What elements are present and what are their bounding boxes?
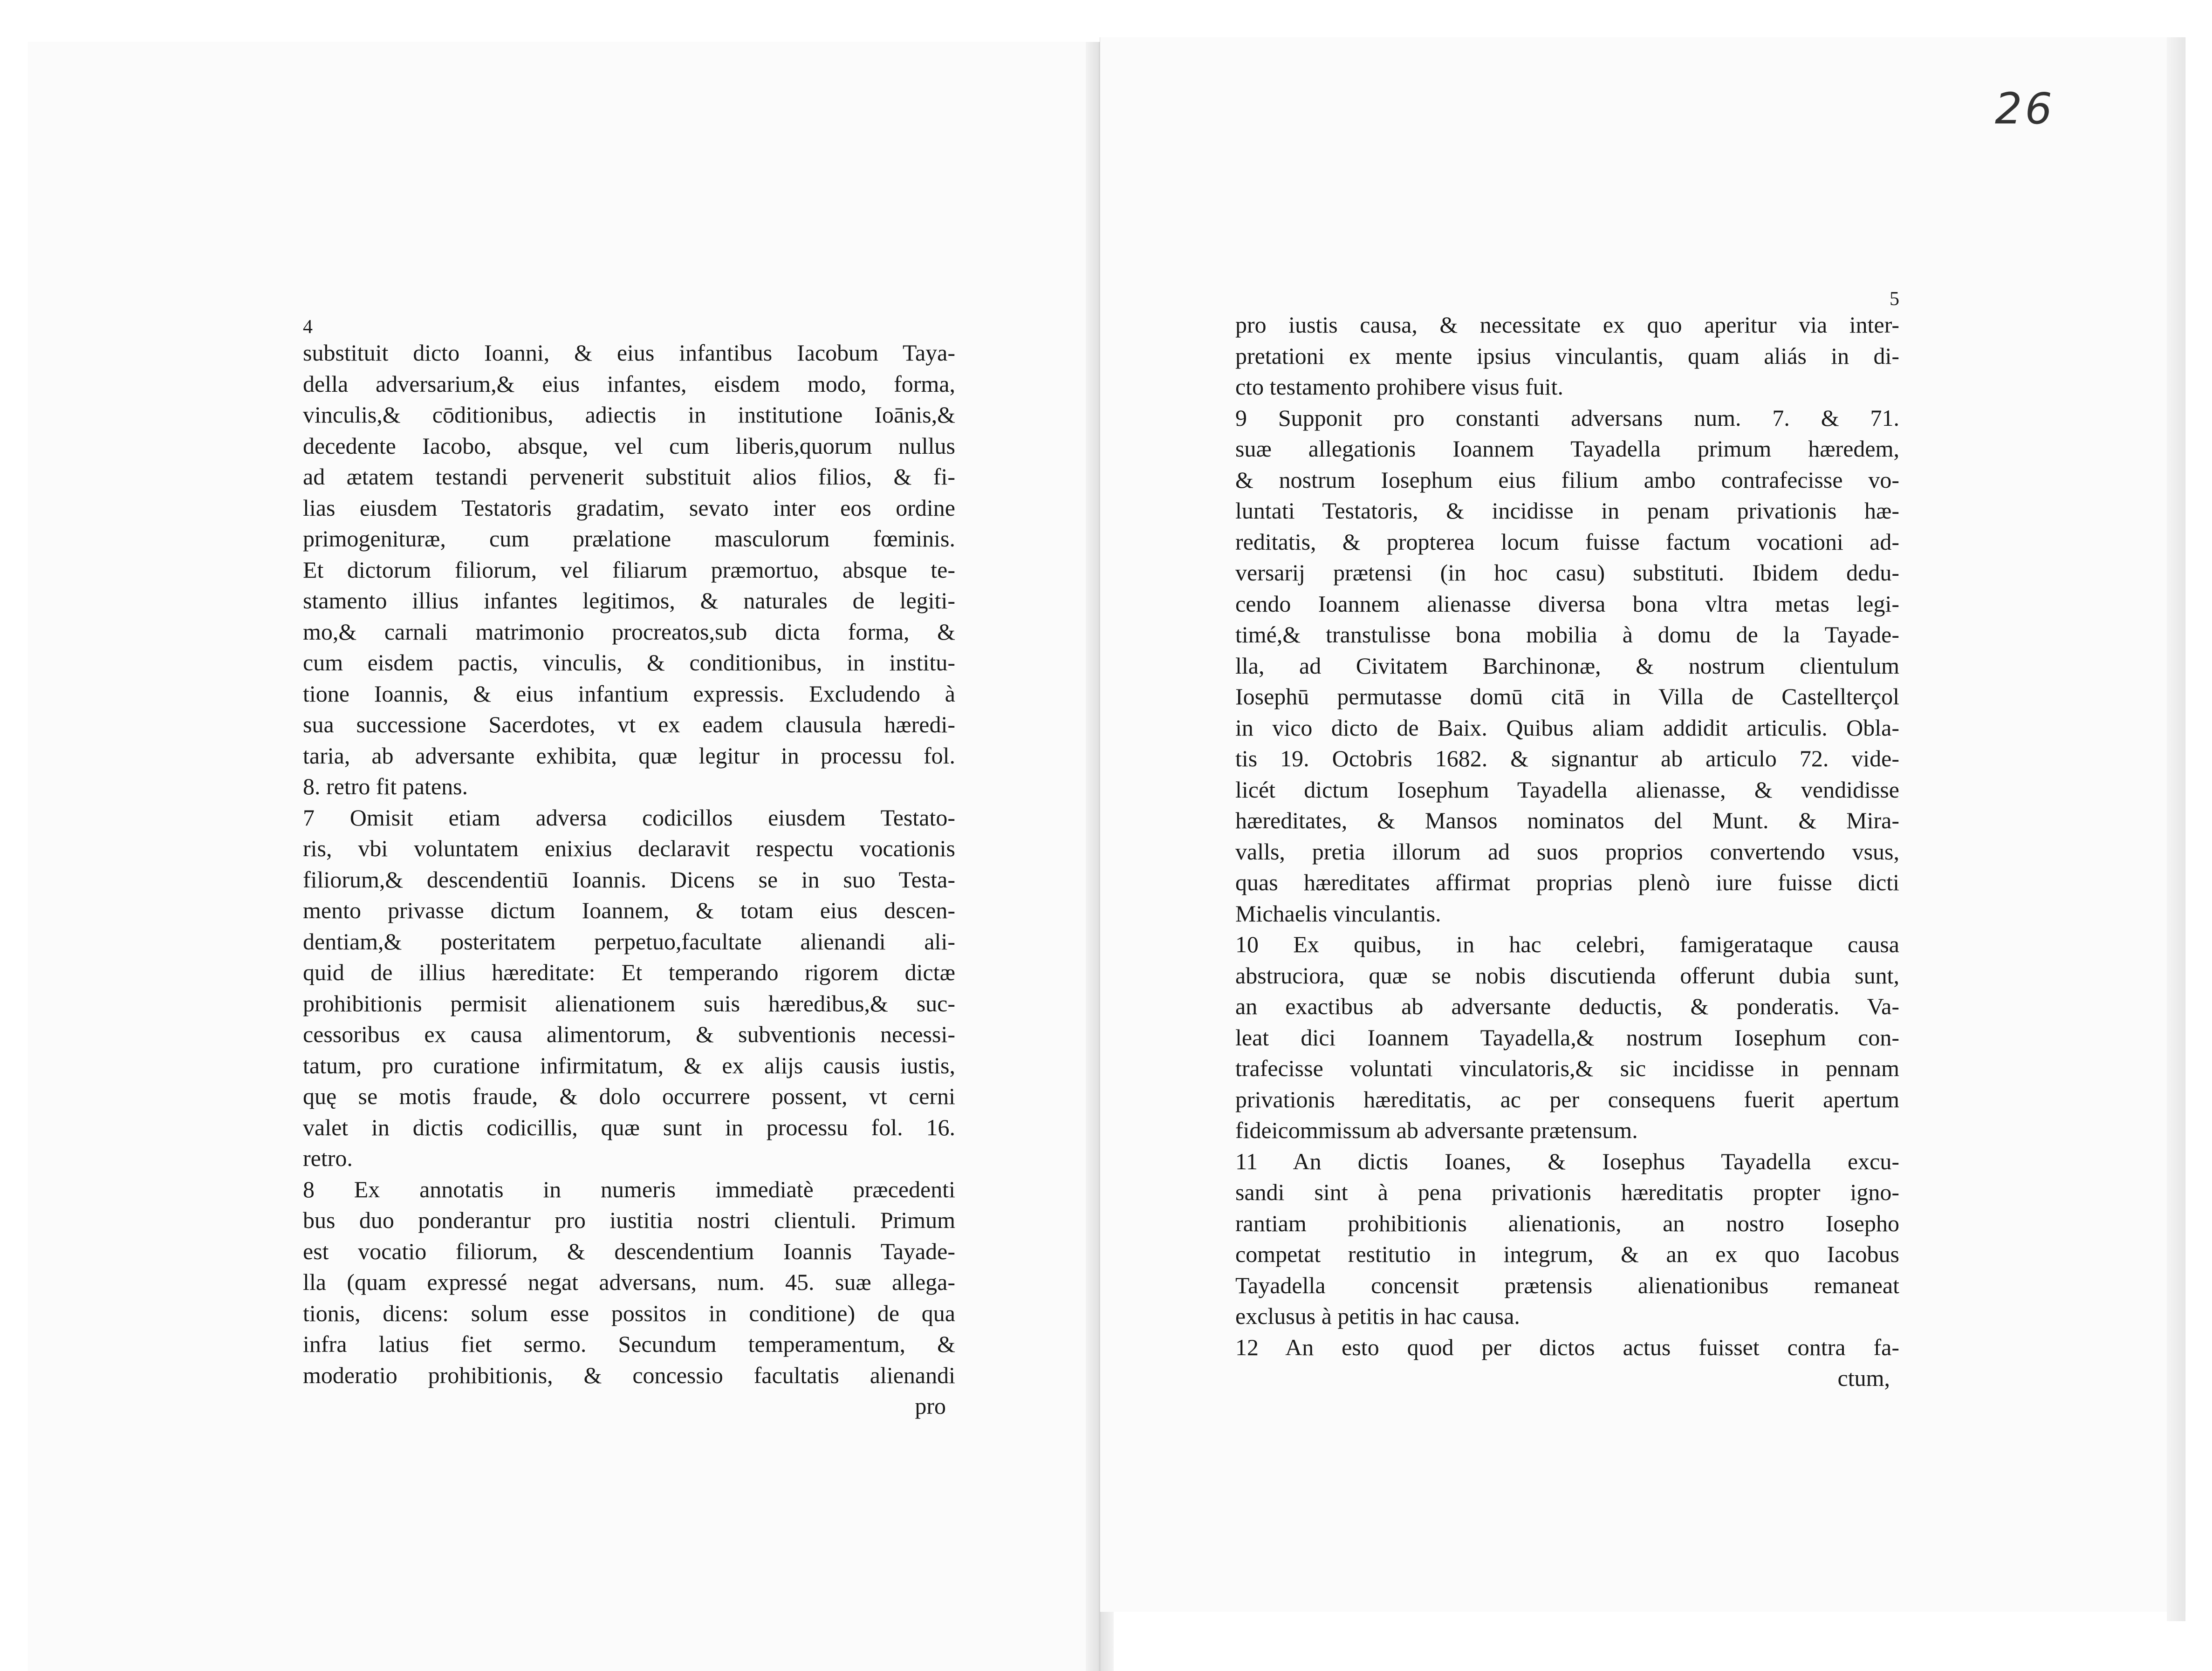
left-page-number: 4 — [303, 316, 313, 338]
right-text-line: hæreditates, & Mansos nominatos del Munt. & Mira- — [1235, 807, 1899, 833]
left-text-line: prohibitionis permisit alienationem suis hæredibus,& suc- — [303, 990, 955, 1016]
left-text-line: primogenituræ, cum prælatione masculorum fœminis. — [303, 525, 955, 552]
left-text-line: stamento illius infantes legitimos, & naturales de legiti- — [303, 587, 955, 614]
left-text-line: infra latius fiet sermo. Secundum temperamentum, & — [303, 1331, 955, 1357]
left-text-line: quid de illius hæreditate: Et temperando rigorem dictæ — [303, 959, 955, 985]
left-text-block — [303, 317, 955, 1421]
left-text-line: quę se motis fraude, & dolo occurrere possent, vt cerni — [303, 1083, 955, 1109]
left-text-line: ris, vbi voluntatem enixius declaravit respectu vocationis — [303, 835, 955, 861]
left-lines — [303, 337, 955, 1391]
right-text-line: licét dictum Iosephum Tayadella alienasse, & vendidisse — [1235, 776, 1899, 803]
left-text-line: bus duo ponderantur pro iustitia nostri clientuli. Primum — [303, 1207, 955, 1233]
right-text-line: exclusus à petitis in hac causa. — [1235, 1303, 1520, 1329]
left-text-line: tione Ioannis, & eius infantium expressis. Excludendo à — [303, 680, 955, 707]
right-text-line: Tayadella concensit prætensis alienationibus remaneat — [1235, 1272, 1899, 1298]
right-text-line: valls, pretia illorum ad suos proprios convertendo vsus, — [1235, 838, 1899, 865]
left-text-line: retro. — [303, 1145, 353, 1171]
folio-number: 26 — [1995, 84, 2055, 134]
left-text-line: 8 Ex annotatis in numeris immediatè præcedenti — [303, 1176, 955, 1202]
right-text-line: leat dici Ioannem Tayadella,& nostrum Iosephum con- — [1235, 1024, 1899, 1050]
left-text-line: tatum, pro curatione infirmitatum, & ex alijs causis iustis, — [303, 1052, 955, 1078]
right-text-line: privationis hæreditatis, ac per consequens fuerit apertum — [1235, 1086, 1899, 1112]
right-text-line: competat restitutio in integrum, & an ex quo Iacobus — [1235, 1241, 1899, 1267]
right-text-line: 10 Ex quibus, in hac celebri, famigerataque causa — [1235, 931, 1899, 957]
right-text-line: 11 An dictis Ioanes, & Iosephus Tayadella excu- — [1235, 1148, 1899, 1174]
left-text-line: substituit dicto Ioanni, & eius infantibus Iacobum Taya- — [303, 340, 955, 366]
right-text-line: reditatis, & propterea locum fuisse factum vocationi ad- — [1235, 528, 1899, 555]
left-text-line: 7 Omisit etiam adversa codicillos eiusdem Testato- — [303, 804, 955, 831]
right-text-line: pro iustis causa, & necessitate ex quo aperitur via inter- — [1235, 312, 1899, 338]
right-text-line: sandi sint à pena privationis hæreditatis propter igno- — [1235, 1179, 1899, 1205]
right-text-line: Michaelis vinculantis. — [1235, 900, 1441, 927]
left-text-line: cum eisdem pactis, vinculis, & conditionibus, in institu- — [303, 649, 955, 675]
right-text-line: suæ allegationis Ioannem Tayadella primum hæredem, — [1235, 436, 1899, 462]
right-text-line: cto testamento prohibere visus fuit. — [1235, 374, 1564, 400]
left-text-line: lias eiusdem Testatoris gradatim, sevato inter eos ordine — [303, 494, 955, 521]
left-text-line: cessoribus ex causa alimentorum, & subventionis necessi- — [303, 1021, 955, 1047]
right-text-block — [1235, 289, 1899, 1393]
left-page — [28, 42, 1100, 1671]
right-text-line: 12 An esto quod per dictos actus fuisset contra fa- — [1235, 1334, 1899, 1360]
left-text-line: taria, ab adversante exhibita, quæ legitur in processu fol. — [303, 742, 955, 769]
left-text-line: mo,& carnali matrimonio procreatos,sub dicta forma, & — [303, 618, 955, 645]
left-text-line: lla (quam expressé negat adversans, num. 45. suæ allega- — [303, 1269, 955, 1295]
right-lines — [1235, 309, 1899, 1363]
left-text-line: ad ætatem testandi pervenerit substituit alios filios, & fi- — [303, 464, 955, 490]
right-page — [1100, 37, 2186, 1612]
right-text-line: versarij prætensi (in hoc casu) substituti. Ibidem dedu- — [1235, 559, 1899, 586]
left-text-line: 8. retro fit patens. — [303, 773, 468, 799]
left-catchword: pro — [915, 1393, 946, 1419]
right-text-line: fideicommissum ab adversante prætensum. — [1235, 1117, 1638, 1143]
right-text-line: timé,& transtulisse bona mobilia à domu de la Tayade- — [1235, 621, 1899, 648]
left-text-line: valet in dictis codicillis, quæ sunt in processu fol. 16. — [303, 1114, 955, 1140]
right-text-line: trafecisse voluntati vinculatoris,& sic incidisse in pennam — [1235, 1055, 1899, 1081]
right-text-line: an exactibus ab adversante deductis, & ponderatis. Va- — [1235, 993, 1899, 1019]
left-text-line: moderatio prohibitionis, & concessio facultatis alienandi — [303, 1362, 955, 1388]
page-edge — [2167, 37, 2185, 1621]
right-text-line: rantiam prohibitionis alienationis, an nostro Iosepho — [1235, 1210, 1899, 1236]
left-text-line: sua successione Sacerdotes, vt ex eadem clausula hæredi- — [303, 711, 955, 737]
right-text-line: luntati Testatoris, & incidisse in penam privationis hæ- — [1235, 498, 1899, 524]
left-text-line: dentiam,& posteritatem perpetuo,facultate alienandi ali- — [303, 928, 955, 955]
right-text-line: 9 Supponit pro constanti adversans num. 7. & 71. — [1235, 404, 1899, 431]
left-text-line: est vocatio filiorum, & descendentium Ioannis Tayade- — [303, 1238, 955, 1264]
right-catchword: ctum, — [1837, 1365, 1890, 1391]
right-text-line: lla, ad Civitatem Barchinonæ, & nostrum clientulum — [1235, 652, 1899, 679]
left-text-line: della adversarium,& eius infantes, eisdem modo, forma, — [303, 370, 955, 397]
left-text-line: vinculis,& cōditionibus, adiectis in institutione Ioānis,& — [303, 402, 955, 428]
right-text-line: tis 19. Octobris 1682. & signantur ab articulo 72. vide- — [1235, 745, 1899, 771]
right-page-number: 5 — [1890, 288, 1899, 310]
left-text-line: mento privasse dictum Ioannem, & totam eius descen- — [303, 897, 955, 923]
right-text-line: cendo Ioannem alienasse diversa bona vltra metas legi- — [1235, 590, 1899, 617]
left-text-line: decedente Iacobo, absque, vel cum liberis,quorum nullus — [303, 432, 955, 459]
left-text-line: Et dictorum filiorum, vel filiarum præmortuo, absque te- — [303, 556, 955, 583]
right-text-line: abstruciora, quæ se nobis discutienda offerunt dubia sunt, — [1235, 962, 1899, 989]
right-text-line: Iosephū permutasse domū citā in Villa de Castellterçol — [1235, 683, 1899, 709]
right-text-line: quas hæreditates affirmat proprias plenò iure fuisse dicti — [1235, 869, 1899, 895]
left-text-line: tionis, dicens: solum esse possitos in conditione) de qua — [303, 1300, 955, 1326]
right-text-line: pretationi ex mente ipsius vinculantis, quam aliás in di- — [1235, 342, 1899, 369]
right-text-line: in vico dicto de Baix. Quibus aliam addidit articulis. Obla- — [1235, 714, 1899, 741]
right-text-line: & nostrum Iosephum eius filium ambo contrafecisse vo- — [1235, 466, 1899, 493]
left-text-line: filiorum,& descendentiū Ioannis. Dicens se in suo Testa- — [303, 866, 955, 893]
